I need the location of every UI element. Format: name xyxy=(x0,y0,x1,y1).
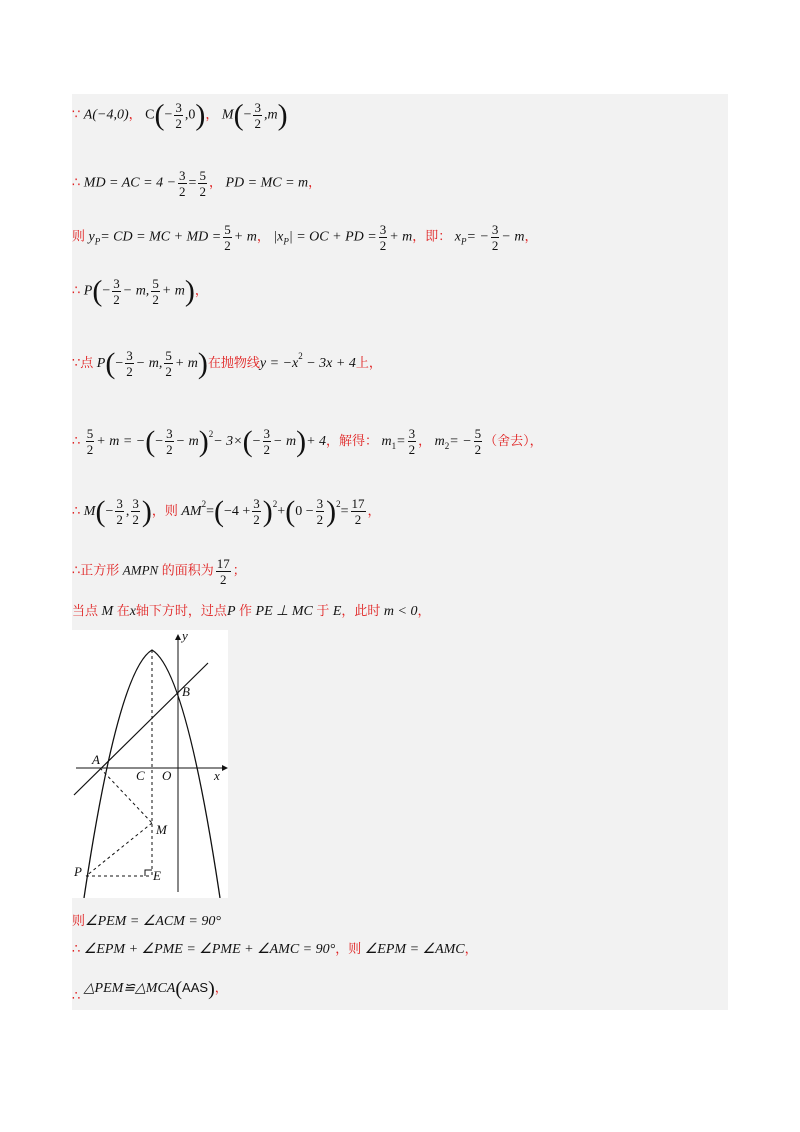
line-solve-m: ∴ $\frac{5}{2}$ + m = −(− $\frac{3}{2}$ − m)$^2$− 3×(− $\frac{3}{2}$ − m)+ 4，解得： $m_1=$ $\frac{3}{2}$ ， $m_2=$ − $\frac{5}{2}$ （舍去）， xyxy=(72,424,543,458)
label-e: E xyxy=(153,868,161,883)
label-b: B xyxy=(182,684,190,699)
figure-svg xyxy=(72,630,228,898)
line-am-squared: ∴ M(− $\frac{3}{2}$ , $\frac{3}{2}$ )，则 $AM^2=(-4$ + $\frac{3}{2}$ )$^2$+(0 − $\frac{3}{2}$ )$^2$= $\frac{17}{2}$ ， xyxy=(72,494,381,528)
right-angle-mark xyxy=(145,870,152,876)
segment-mp xyxy=(86,823,152,876)
line-square-area: ∴正方形 AMPN 的面积为 $\frac{17}{2}$ ； xyxy=(72,556,246,587)
label-c: C xyxy=(136,768,145,783)
label-m: M xyxy=(156,822,167,837)
label-y: y xyxy=(182,630,188,643)
y-axis-arrow xyxy=(175,634,181,640)
line-right-angles: 则∠PEM = ∠ACM = 90° xyxy=(72,914,221,929)
because-symbol: ∵ xyxy=(72,107,81,123)
line-p-on-parabola: ∵点 P(− $\frac{3}{2}$ − m, $\frac{5}{2}$ + m)在抛物线$y = -x^2 - 3x + 4$上， xyxy=(72,346,382,380)
label-p: P xyxy=(74,864,82,879)
label-o: O xyxy=(162,768,172,783)
line-case-m-below: 当点 M 在x轴下方时，过点P 作 PE ⊥ MC 于 E，此时 m < 0， xyxy=(72,604,431,619)
parabola-figure xyxy=(72,630,228,898)
label-a: A xyxy=(92,752,100,767)
x-axis-arrow xyxy=(222,765,228,771)
line-yp-xp: 则 $y_P=$ CD = MC + MD = $\frac{5}{2}$ + m， $|x_P|$ = OC + PD = $\frac{3}{2}$ + m，即： $x_P=$ − $\frac{3}{2}$ − m， xyxy=(72,222,538,253)
line-given-points: ∵ A(−4,0)， C(− $\frac{3}{2}$ ,0)， M(− $\frac{3}{2}$ ,m) xyxy=(72,98,288,132)
label-x: x xyxy=(214,768,220,783)
line-angle-sum: ∴ ∠EPM + ∠PME = ∠PME + ∠AMC = 90°，则 ∠EPM = ∠AMC， xyxy=(72,942,478,957)
line-md-ac: ∴ MD = AC = 4 − $\frac{3}{2}$ = $\frac{5}{2}$ ， PD = MC = m， xyxy=(72,168,322,199)
line-point-p: ∴ P(− $\frac{3}{2}$ − m, $\frac{5}{2}$ + m)， xyxy=(72,274,208,308)
line-congruent: ∴ △PEM≌△MCA(AAS)， xyxy=(72,978,228,1005)
